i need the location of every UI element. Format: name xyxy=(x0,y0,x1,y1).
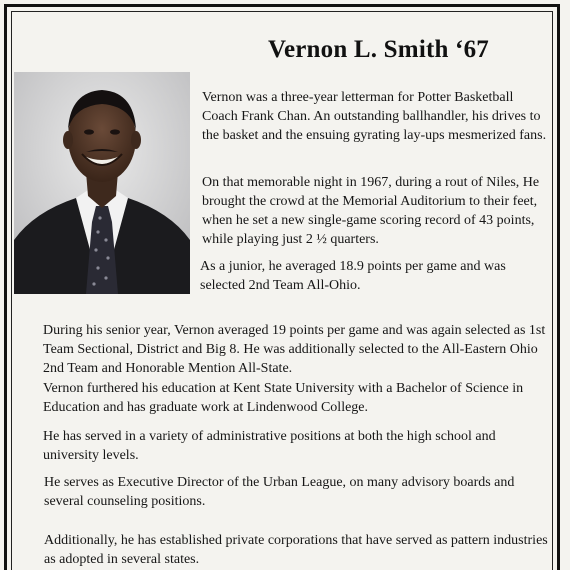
bio-paragraph: Vernon furthered his education at Kent State University with a Bachelor of Science in Education and has graduate work at Lindenwood College. xyxy=(43,381,524,415)
bio-paragraph: He has served in a variety of administrative positions at both the high school and university levels. xyxy=(43,429,496,463)
portrait-illustration xyxy=(14,72,190,294)
bio-paragraph: As a junior, he averaged 18.9 points per game and was selected 2nd Team All-Ohio. xyxy=(200,259,506,293)
bio-paragraph: Additionally, he has established private corporations that have served as pattern industries as adopted in several states. xyxy=(44,533,548,567)
bio-paragraph: He serves as Executive Director of the Urban League, on many advisory boards and several counseling positions. xyxy=(44,475,515,509)
profile-name: Vernon L. Smith xyxy=(268,36,449,63)
bio-paragraph: During his senior year, Vernon averaged 19 points per game and was again selected as 1st Team Sectional, District and Big 8. He was additionally selected to the All-Eastern Ohio 2nd Team and Honorable Mention All-State. xyxy=(43,323,546,376)
portrait-photo-icon xyxy=(14,72,190,294)
bio-paragraph: Vernon was a three-year letterman for Potter Basketball Coach Frank Chan. An outstanding ballhandler, his drives to the basket and the ensuing gyrating lay-ups mesmerized fans. xyxy=(202,90,547,143)
bio-paragraph: On that memorable night in 1967, during a rout of Niles, He brought the crowd at the Memorial Auditorium to their feet, when he set a new single-game scoring record of 43 points, while playing just 2 ½ quarters. xyxy=(202,175,540,247)
page-title xyxy=(268,36,489,64)
class-year: ‘67 xyxy=(455,36,489,63)
